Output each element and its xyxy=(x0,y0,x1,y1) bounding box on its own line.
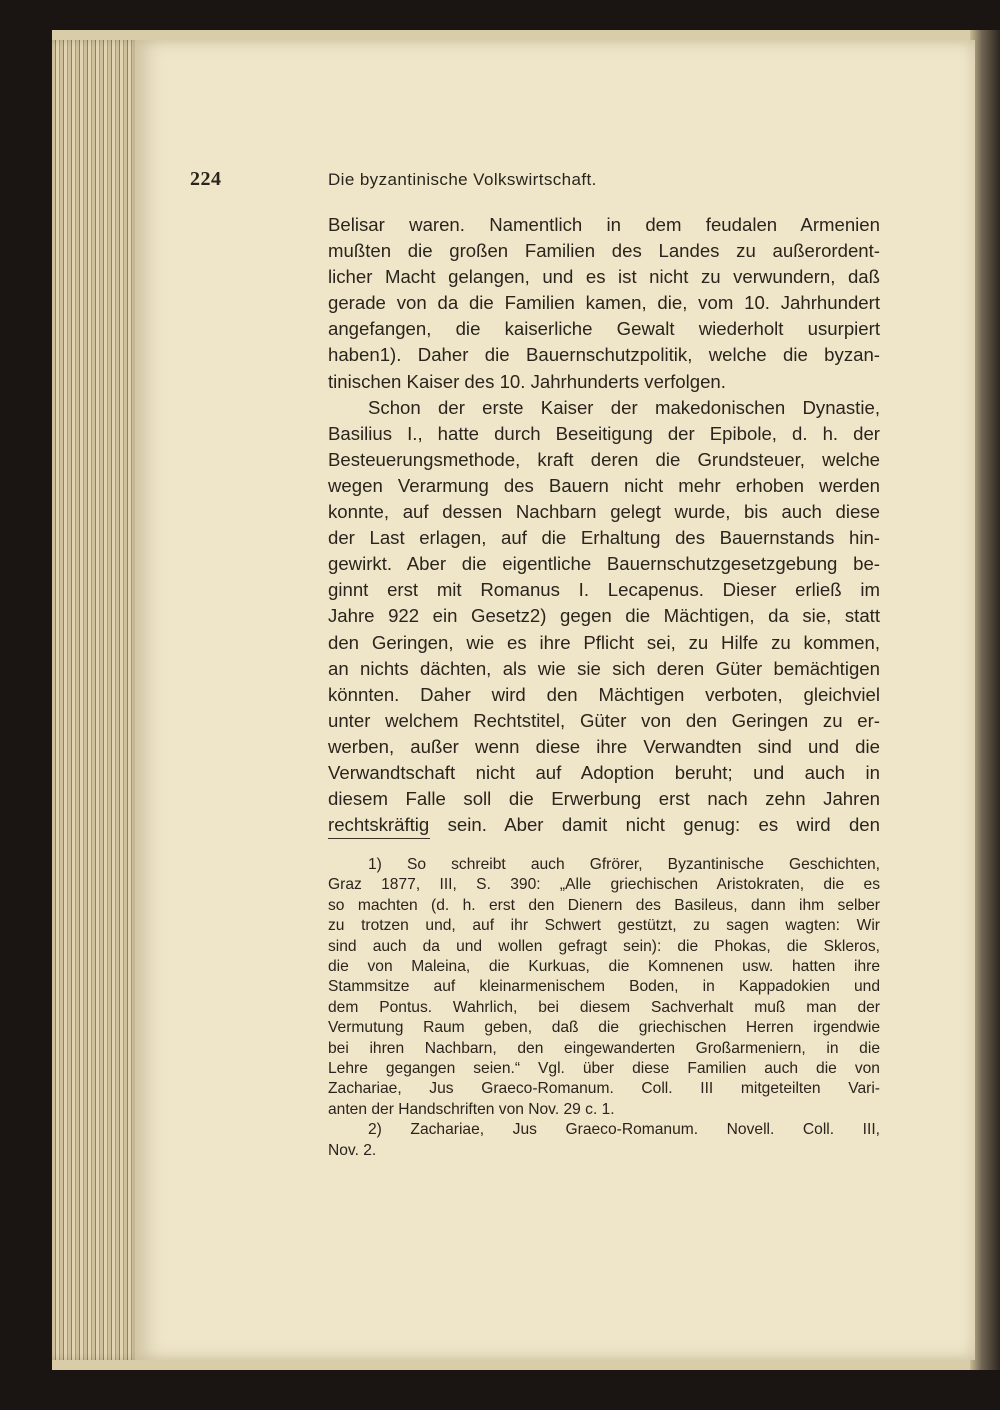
footnote-line: zu trotzen und, auf ihr Schwert gestützt, zu sagen wagten: Wir xyxy=(328,917,880,935)
text-line: licher Macht gelangen, und es ist nicht zu verwundern, daß xyxy=(328,266,880,288)
footnote-line: bei ihren Nachbarn, den eingewanderten Großarmeniern, in die xyxy=(328,1039,880,1057)
text-line: ginnt erst mit Romanus I. Lecapenus. Dieser erließ im xyxy=(328,579,880,601)
text-line: diesem Falle soll die Erwerbung erst nach zehn Jahren xyxy=(328,788,880,810)
footnote-2 xyxy=(328,1120,880,1161)
running-head: Die byzantinische Volkswirtschaft. xyxy=(328,170,597,189)
text-line: mußten die großen Familien des Landes zu außerordent- xyxy=(328,240,880,262)
paragraph-2 xyxy=(328,395,880,839)
footnote-line: die von Maleina, die Kurkuas, die Komnenen usw. hatten ihre xyxy=(328,958,880,976)
footnote-line: dem Pontus. Wahrlich, bei diesem Sachverhalt muß man der xyxy=(328,998,880,1016)
footnote-line: Stammsitze auf kleinarmenischem Boden, in Kappadokien und xyxy=(328,978,880,996)
paragraph-1 xyxy=(328,212,880,395)
text-line: Besteuerungsmethode, kraft deren die Grundsteuer, welche xyxy=(328,448,880,470)
page-number: 224 xyxy=(190,168,222,190)
footnote-line: Vermutung Raum geben, daß die griechischen Herren irgendwie xyxy=(328,1019,880,1037)
footnotes xyxy=(328,855,880,1161)
footnote-line: 1) So schreibt auch Gfrörer, Byzantinische Geschichten, xyxy=(368,856,880,873)
text-line: Verwandtschaft nicht auf Adoption beruht; und auch in xyxy=(328,761,880,783)
footnote-line: sind auch da und wollen gefragt sein): die Phokas, die Skleros, xyxy=(328,937,880,955)
text-line: den Geringen, wie es ihre Pflicht sei, zu Hilfe zu kommen, xyxy=(328,631,880,653)
footnote-separator xyxy=(328,838,430,839)
text-line: angefangen, die kaiserliche Gewalt wiederholt usurpiert xyxy=(328,318,880,340)
text-line: der Last erlagen, auf die Erhaltung des Bauernstands hin- xyxy=(328,527,880,549)
footnote-line: Nov. 2. xyxy=(328,1141,377,1159)
text-line: unter welchem Rechtstitel, Güter von den Geringen zu er- xyxy=(328,709,880,731)
text-line: Schon der erste Kaiser der makedonischen Dynastie, xyxy=(368,396,880,418)
footnote-line: so machten (d. h. erst den Dienern des Basileus, dann ihm selber xyxy=(328,896,880,914)
text-line: an nichts dächten, als wie sie sich deren Güter bemächtigen xyxy=(328,657,880,679)
text-line: wegen Verarmung des Bauern nicht mehr erhoben werden xyxy=(328,474,880,496)
page-edges xyxy=(52,40,142,1360)
page-header xyxy=(190,168,750,198)
text-line: Basilius I., hatte durch Beseitigung der Epibole, d. h. der xyxy=(328,422,880,444)
footnote-line: Graz 1877, III, S. 390: „Alle griechischen Aristokraten, die es xyxy=(328,876,880,894)
text-line: könnten. Daher wird den Mächtigen verboten, gleichviel xyxy=(328,683,880,705)
text-line: haben1). Daher die Bauernschutzpolitik, welche die byzan- xyxy=(328,344,880,366)
text-line: gewirkt. Aber die eigentliche Bauernschutzgesetzgebung be- xyxy=(328,553,880,575)
text-line: konnte, auf dessen Nachbarn gelegt wurde, bis auch diese xyxy=(328,501,880,523)
text-line: Jahre 922 ein Gesetz2) gegen die Mächtigen, da sie, statt xyxy=(328,605,880,627)
text-line: Belisar waren. Namentlich in dem feudalen Armenien xyxy=(328,214,880,235)
footnote-line: anten der Handschriften von Nov. 29 c. 1. xyxy=(328,1100,615,1118)
text-line: tinischen Kaiser des 10. Jahrhunderts verfolgen. xyxy=(328,370,726,392)
footnote-line: 2) Zachariae, Jus Graeco-Romanum. Novell. Coll. III, xyxy=(368,1121,880,1139)
text-line: rechtskräftig sein. Aber damit nicht genug: es wird den xyxy=(328,814,880,836)
footnote-1 xyxy=(328,855,880,1120)
body-text xyxy=(328,212,880,838)
footnote-line: Lehre gegangen seien.“ Vgl. über diese Familien auch die von xyxy=(328,1060,880,1078)
footnote-line: Zachariae, Jus Graeco-Romanum. Coll. III mitgeteilten Vari- xyxy=(328,1080,880,1098)
text-line: gerade von da die Familien kamen, die, vom 10. Jahrhundert xyxy=(328,292,880,314)
text-line: werben, außer wenn diese ihre Verwandten sind und die xyxy=(328,735,880,757)
